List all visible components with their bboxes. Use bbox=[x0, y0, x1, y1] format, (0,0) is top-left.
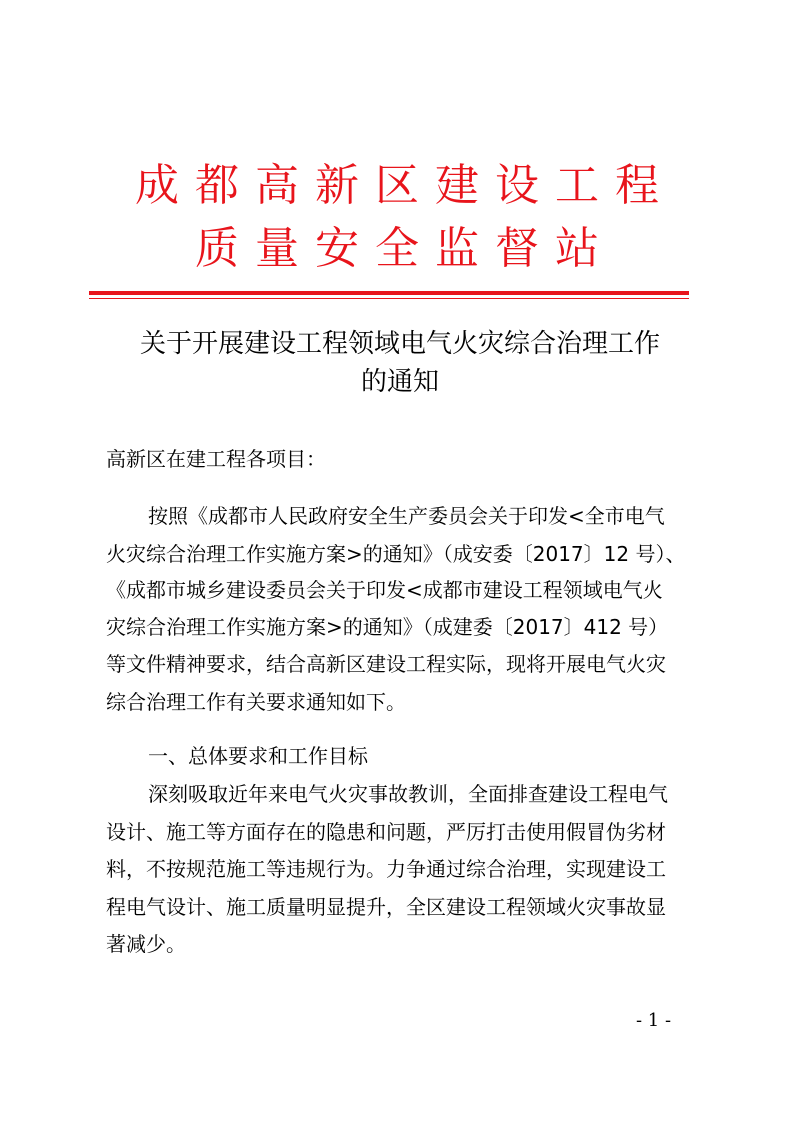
paragraph-2-line: 设计、施工等方面存在的隐患和问题，严厉打击使用假冒伪劣材 bbox=[106, 820, 666, 844]
paragraph-1-line: 等文件精神要求，结合高新区建设工程实际，现将开展电气火灾 bbox=[106, 652, 666, 676]
salutation: 高新区在建工程各项目： bbox=[106, 447, 326, 471]
document-title-line-2: 的通知 bbox=[360, 367, 439, 397]
header-red-rule-thick bbox=[89, 291, 689, 295]
issuing-organization-line-1: 成都高新区建设工程 bbox=[135, 160, 675, 211]
paragraph-2-line: 料，不按规范施工等违规行为。力争通过综合治理，实现建设工 bbox=[106, 857, 666, 881]
paragraph-1-line: 按照《成都市人民政府安全生产委员会关于印发<全市电气 bbox=[148, 504, 665, 528]
paragraph-2-line: 著减少。 bbox=[106, 932, 186, 956]
paragraph-1-line: 灾综合治理工作实施方案>的通知》（成建委〔2017〕412 号） bbox=[106, 615, 669, 639]
paragraph-2-line: 深刻吸取近年来电气火灾事故教训，全面排查建设工程电气 bbox=[148, 782, 668, 806]
header-red-rule-thin bbox=[89, 298, 689, 299]
paragraph-2-line: 程电气设计、施工质量明显提升，全区建设工程领域火灾事故显 bbox=[106, 895, 666, 919]
section-1-heading: 一、总体要求和工作目标 bbox=[148, 744, 368, 768]
paragraph-1-line: 综合治理工作有关要求通知如下。 bbox=[106, 690, 406, 714]
issuing-organization-line-2: 质量安全监督站 bbox=[195, 223, 615, 274]
page-number: - 1 - bbox=[636, 1010, 672, 1031]
document-title-line-1: 关于开展建设工程领域电气火灾综合治理工作 bbox=[139, 329, 660, 359]
paragraph-1-line: 火灾综合治理工作实施方案>的通知》（成安委〔2017〕12 号）、 bbox=[106, 542, 686, 566]
paragraph-1-line: 《成都市城乡建设委员会关于印发<成都市建设工程领域电气火 bbox=[106, 578, 663, 602]
